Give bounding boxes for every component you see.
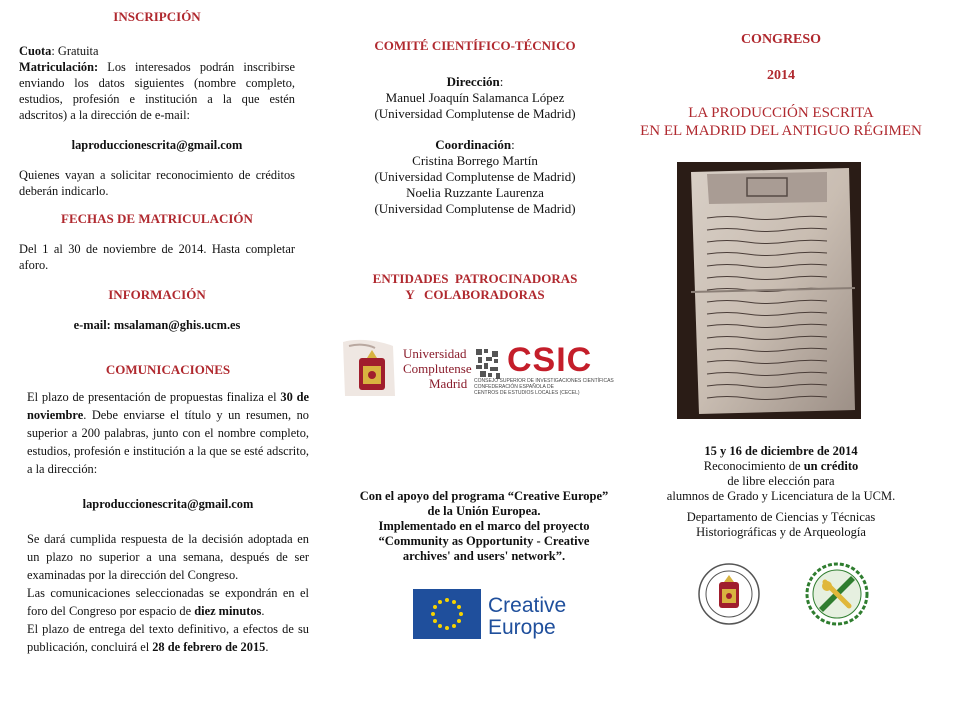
- comunicaciones-p1: [27, 388, 309, 478]
- direccion-label: Dirección: [446, 74, 500, 89]
- comunicaciones-p1-text: El plazo de presentación de propuestas finaliza el: [27, 390, 281, 404]
- comunicaciones-p4-text: El plazo de entrega del texto definitivo, a efectos de su publicación, concluirá el: [27, 622, 309, 654]
- ucm-sponsor-logo: [337, 336, 472, 402]
- apoyo-block: [340, 489, 628, 564]
- creative-europe-line1: Creative: [488, 594, 567, 617]
- coord-inst-2: (Universidad Complutense de Madrid): [374, 201, 576, 216]
- comunicaciones-p3: [27, 584, 309, 620]
- comunicaciones-p4: [27, 620, 309, 656]
- column-left: [19, 0, 295, 333]
- congreso-title: CONGRESO: [740, 32, 822, 47]
- creative-europe-logo: [413, 589, 573, 641]
- matriculacion-text: Los interesados podrán inscribirse enviando los datos siguientes (nombre completo, estudios, profesión e institución a la que estén adscritos) a la dirección de e-mail:: [19, 60, 295, 122]
- column-right: [622, 0, 940, 140]
- comite-coordinacion: Coordinación: Cristina Borrego Martín (Universidad Complutense de Madrid) Noelia Ruzzante Laurenza (Universidad Complutense de Madrid): [374, 137, 576, 216]
- inscripcion-title: INSCRIPCIÓN: [113, 9, 201, 24]
- dept-seal-logo: [805, 562, 869, 626]
- matriculacion-label: Matriculación:: [19, 60, 99, 74]
- informacion-title: INFORMACIÓN: [108, 287, 206, 302]
- deadline-date: 30 de noviembre: [27, 390, 309, 422]
- dept-line1: Departamento de Ciencias y Técnicas: [686, 510, 876, 524]
- coordinacion-label: Coordinación: [435, 137, 512, 152]
- comite-direccion: Dirección: Manuel Joaquín Salamanca López (Universidad Complutense de Madrid): [374, 74, 576, 121]
- congreso-year: 2014: [767, 68, 795, 83]
- eu-flag-icon: [413, 589, 481, 639]
- ucm-logo-line3: Madrid: [429, 376, 468, 391]
- comunicaciones-title: COMUNICACIONES: [105, 362, 231, 377]
- ucm-logo-line1: Universidad: [403, 346, 467, 361]
- comunicaciones-email: laproduccionescrita@gmail.com: [82, 497, 254, 511]
- cuota-value: : Gratuita: [51, 44, 99, 58]
- credit-line1: [622, 459, 940, 474]
- csic-subtitle-1: CONSEJO SUPERIOR DE INVESTIGACIONES CIENTÍFICAS: [474, 378, 614, 384]
- apoyo-line3: Implementado en el marco del proyecto: [378, 519, 590, 533]
- comunicaciones-p4-end: .: [265, 640, 269, 654]
- credit-line2: de libre elección para: [727, 474, 835, 488]
- congreso-name-line1: LA PRODUCCIÓN ESCRITA: [688, 105, 874, 121]
- manuscript-photo: [677, 162, 861, 419]
- cuota-line: [19, 43, 295, 123]
- entidades-title-line2: Y COLABORADORAS: [405, 287, 545, 302]
- congreso-dates: 15 y 16 de diciembre de 2014: [704, 444, 858, 458]
- ucm-seal-icon: [697, 560, 761, 628]
- coord-name-2: Noelia Ruzzante Laurenza: [406, 185, 544, 200]
- congreso-name-line2: EN EL MADRID DEL ANTIGUO RÉGIMEN: [640, 123, 922, 139]
- entidades-title-line1: ENTIDADES PATROCINADORAS: [372, 271, 578, 286]
- coord-inst-1: (Universidad Complutense de Madrid): [374, 169, 576, 184]
- column-middle: [330, 0, 620, 303]
- congreso-details: [622, 444, 940, 540]
- csic-sponsor-logo: [474, 341, 614, 401]
- direccion-inst: (Universidad Complutense de Madrid): [374, 106, 576, 121]
- inscripcion-note: Quienes vayan a solicitar reconocimiento de créditos deberán indicarlo.: [19, 168, 295, 198]
- comunicaciones-section: [27, 362, 309, 656]
- credit-text: Reconocimiento de: [703, 459, 804, 473]
- cuota-label: Cuota: [19, 44, 52, 58]
- entidades-title: [330, 271, 620, 303]
- apoyo-line5: archives' and users' network”.: [402, 549, 566, 563]
- credit-amount: un crédito: [803, 459, 859, 473]
- congreso-name: [622, 104, 940, 140]
- ucm-seal-logo: [697, 560, 761, 628]
- direccion-name: Manuel Joaquín Salamanca López: [385, 90, 565, 105]
- apoyo-line2: de la Unión Europea.: [427, 504, 541, 518]
- comunicaciones-p3-text: Las comunicaciones seleccionadas se expondrán en el foro del Congreso por espacio de: [27, 586, 309, 618]
- fechas-text: Del 1 al 30 de noviembre de 2014. Hasta completar aforo.: [19, 242, 295, 272]
- comunicaciones-p2: Se dará cumplida respuesta de la decisión adoptada en un plazo no superior a una semana, después de ser examinadas por la dirección del Congreso.: [27, 532, 309, 582]
- dept-line2: Historiográficas y de Arqueología: [696, 525, 866, 539]
- comunicaciones-p1-rest: . Debe enviarse el título y un resumen, no superior a 200 palabras, junto con el nombre completo, estudios, profesión e institución a la que se esté adscrito, a la dirección:: [27, 408, 309, 476]
- fechas-title: FECHAS DE MATRICULACIÓN: [61, 211, 253, 226]
- comunicaciones-p3-end: .: [261, 604, 265, 618]
- creative-europe-line2: Europe: [488, 616, 556, 639]
- csic-mosaic-icon: [474, 347, 504, 381]
- manuscript-image: [677, 162, 861, 419]
- apoyo-line4: “Community as Opportunity - Creative: [378, 534, 590, 548]
- inscripcion-email: laproduccionescrita@gmail.com: [71, 138, 243, 152]
- ucm-logo-line2: Complutense: [403, 361, 472, 376]
- comite-title: COMITÉ CIENTÍFICO-TÉCNICO: [374, 38, 576, 53]
- coord-name-1: Cristina Borrego Martín: [412, 153, 538, 168]
- dept-seal-icon: [805, 562, 869, 626]
- apoyo-line1: Con el apoyo del programa “Creative Europe”: [359, 489, 609, 503]
- credit-line3: alumnos de Grado y Licenciatura de la UCM.: [666, 489, 896, 503]
- csic-wordmark: CSIC: [507, 341, 593, 379]
- csic-subtitle-3: CENTROS DE ESTUDIOS LOCALES (CECEL): [474, 390, 580, 396]
- informacion-email: e-mail: msalaman@ghis.ucm.es: [73, 318, 241, 332]
- duration: diez minutos: [194, 604, 262, 618]
- final-deadline: 28 de febrero de 2015: [152, 640, 266, 654]
- csic-subtitle-2: CONFEDERACIÓN ESPAÑOLA DE: [474, 384, 554, 390]
